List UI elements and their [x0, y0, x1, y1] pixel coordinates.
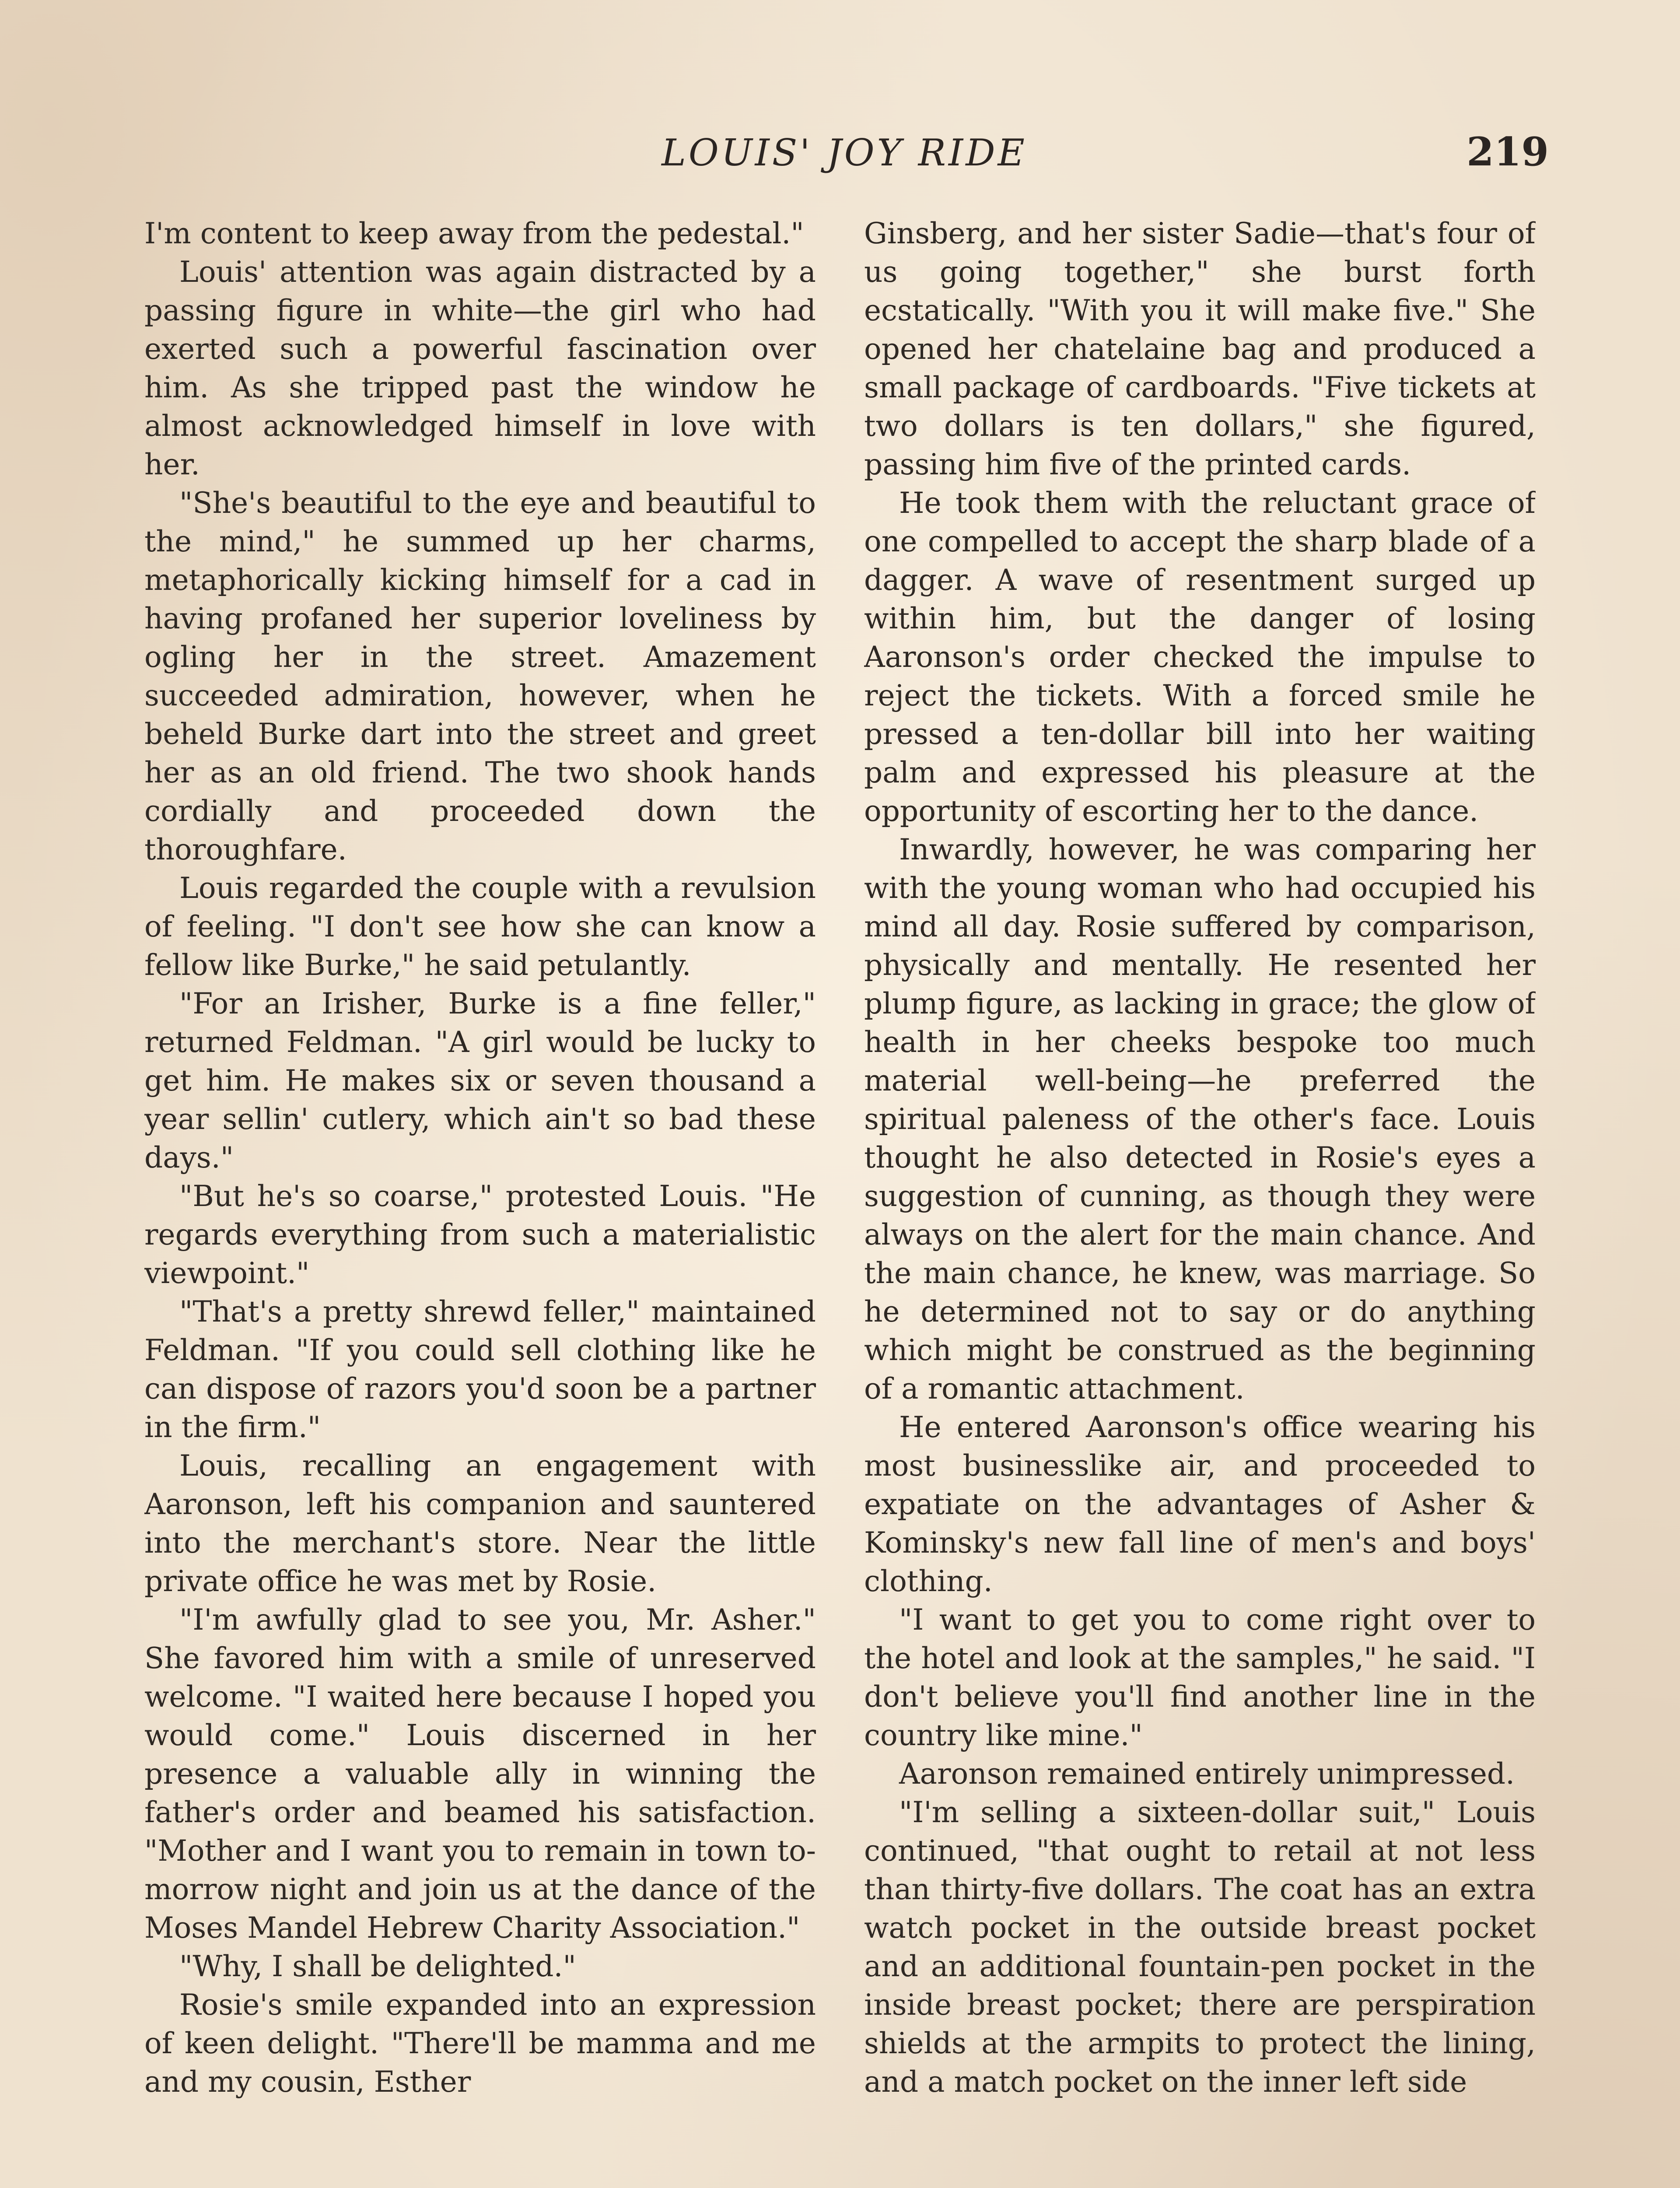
paragraph: "For an Irisher, Burke is a fine feller," returned Feldman. "A girl would be lucky to get him. He makes six or seven thousand a year sellin' cutlery, which ain't so bad these days.": [144, 987, 816, 1175]
paragraph: "That's a pretty shrewd feller," maintained Feldman. "If you could sell clothing like he can dispose of razors you'd soon be a partner in the firm.": [144, 1295, 816, 1444]
running-title: LOUIS' JOY RIDE: [662, 131, 1027, 174]
paragraph: Ginsberg, and her sister Sadie—that's four of us going together," she burst forth ecstatically. "With you it will make five." She opened her chatelaine bag and produced a small package of cardboards. "Five tickets at two dollars is ten dollars," she figured, passing him five of the printed cards.: [864, 217, 1536, 481]
paragraph: "I'm selling a sixteen-dollar suit," Louis continued, "that ought to retail at not less than thirty-five dollars. The coat has an extra watch pocket in the outside breast pocket and an additional fountain-pen pocket in the inside breast pocket; there are perspiration shields at the armpits to protect the lining, and a match pocket on the inner left side: [864, 1795, 1536, 2099]
paragraph: "Why, I shall be delighted.": [179, 1950, 576, 1983]
paragraph: "I want to get you to come right over to the hotel and look at the samples," he said. "I don't believe you'll find another line in the country like mine.": [864, 1603, 1536, 1752]
paragraph: Rosie's smile expanded into an expression of keen delight. "There'll be mamma and me and my cousin, Esther: [144, 1988, 816, 2099]
left-column: [144, 214, 816, 2188]
page-number: 219: [1466, 129, 1549, 175]
paragraph: "I'm awfully glad to see you, Mr. Asher." She favored him with a smile of unreserved welcome. "I waited here because I hoped you would come." Louis discerned in her presence a valuable ally in winning the father's order and beamed his satisfaction. "Mother and I want you to remain in town to-morrow night and join us at the dance of the Moses Mandel Hebrew Charity Association.": [144, 1603, 816, 1945]
paragraph: He took them with the reluctant grace of one compelled to accept the sharp blade of a dagger. A wave of resentment surged up within him, but the danger of losing Aaronson's order checked the impulse to reject the tickets. With a forced smile he pressed a ten-dollar bill into her waiting palm and expressed his pleasure at the opportunity of escorting her to the dance.: [864, 486, 1536, 828]
paragraph: "But he's so coarse," protested Louis. "He regards everything from such a materialistic viewpoint.": [144, 1179, 816, 1290]
page-header: [140, 131, 1549, 188]
paragraph: Aaronson remained entirely unimpressed.: [899, 1757, 1515, 1791]
paragraph: I'm content to keep away from the pedestal.": [144, 217, 804, 250]
paragraph: Louis regarded the couple with a revulsion of feeling. "I don't see how she can know a fellow like Burke," he said petulantly.: [144, 871, 816, 982]
paragraph: Louis, recalling an engagement with Aaronson, left his companion and sauntered into the merchant's store. Near the little private office he was met by Rosie.: [144, 1449, 816, 1598]
right-column: [864, 214, 1536, 2188]
paragraph: He entered Aaronson's office wearing his most businesslike air, and proceeded to expatiate on the advantages of Asher & Kominsky's new fall line of men's and boys' clothing.: [864, 1410, 1536, 1598]
paragraph: Louis' attention was again distracted by a passing figure in white—the girl who had exerted such a powerful fascination over him. As she tripped past the window he almost acknowledged himself in love with her.: [144, 255, 816, 481]
paragraph: Inwardly, however, he was comparing her with the young woman who had occupied his mind all day. Rosie suffered by comparison, physically and mentally. He resented her plump figure, as lacking in grace; the glow of health in her cheeks bespoke too much material well-being—he preferred the spiritual paleness of the other's face. Louis thought he also detected in Rosie's eyes a suggestion of cunning, as though they were always on the alert for the main chance. And the main chance, he knew, was marriage. So he determined not to say or do anything which might be construed as the beginning of a romantic attachment.: [864, 833, 1536, 1406]
paragraph: "She's beautiful to the eye and beautiful to the mind," he summed up her charms, metaphorically kicking himself for a cad in having profaned her superior loveliness by ogling her in the street. Amazement succeeded admiration, however, when he beheld Burke dart into the street and greet her as an old friend. The two shook hands cordially and proceeded down the thoroughfare.: [144, 486, 816, 866]
